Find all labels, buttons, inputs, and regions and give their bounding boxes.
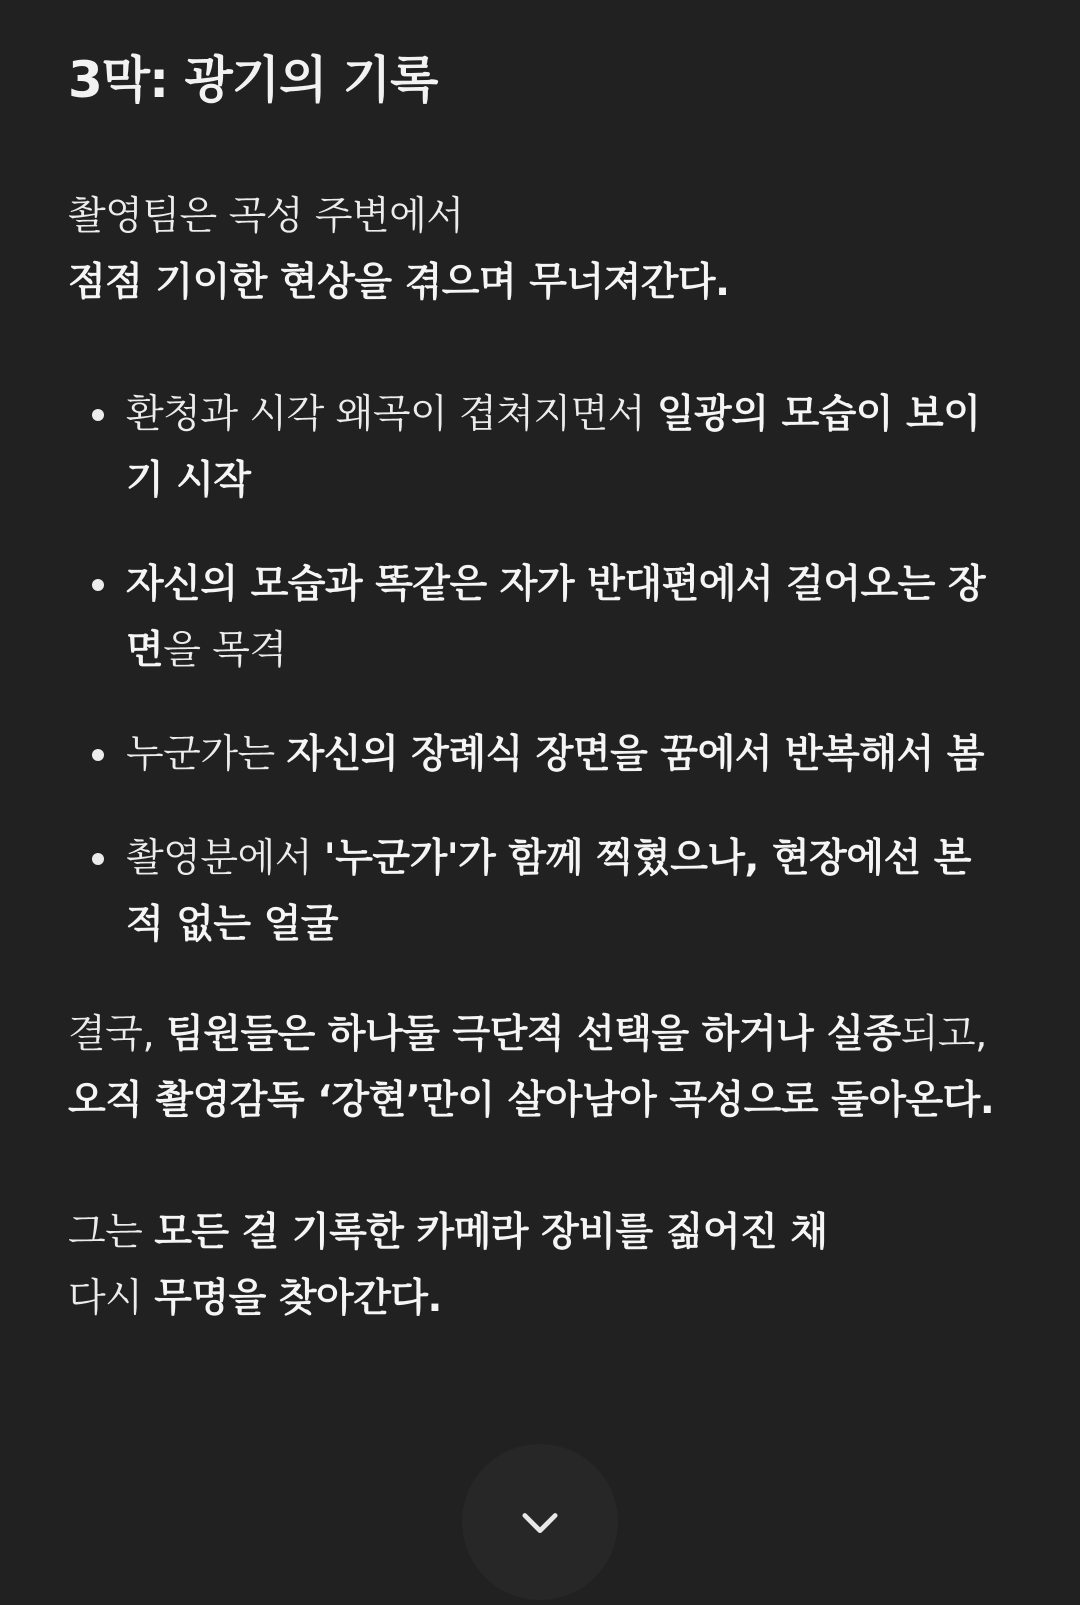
event-list <box>68 382 1008 958</box>
list-item-text: 을 목격 <box>163 628 287 673</box>
ending-text: 결국, <box>68 1012 167 1057</box>
list-item <box>68 722 1008 788</box>
intro-bold: 점점 기이한 현상을 겪으며 무너져간다. <box>68 260 730 305</box>
message-content <box>68 40 1008 1332</box>
list-item-bold: 자신의 장례식 장면을 꿈에서 반복해서 봄 <box>286 732 984 777</box>
chevron-down-icon <box>514 1496 566 1548</box>
ending-paragraph <box>68 1002 1008 1134</box>
list-item <box>68 552 1008 684</box>
list-item-bold: '누군가'가 함께 찍혔으나, 현장에선 본 적 없는 얼굴 <box>126 836 971 947</box>
final-paragraph <box>68 1200 1008 1332</box>
section-heading: 3막: 광기의 기록 <box>68 51 438 109</box>
intro-paragraph <box>68 184 1008 316</box>
list-item-text: 촬영분에서 <box>126 836 324 881</box>
final-bold: 무명을 찾아간다. <box>154 1276 442 1321</box>
final-text: 다시 <box>68 1276 155 1321</box>
list-item <box>68 382 1008 514</box>
list-item-text: 누군가는 <box>126 732 287 777</box>
ending-bold: 오직 촬영감독 ‘강현’만이 살아남아 곡성으로 돌아온다. <box>68 1078 995 1123</box>
list-item-text: 환청과 시각 왜곡이 겹쳐지면서 <box>126 392 657 437</box>
final-text: 그는 <box>68 1210 155 1255</box>
list-item-bold: 일광의 모습이 보이기 시작 <box>126 392 981 503</box>
list-item <box>68 826 1008 958</box>
scroll-down-button[interactable] <box>462 1444 618 1600</box>
intro-text: 촬영팀은 곡성 주변에서 <box>68 194 464 239</box>
ending-text: 되고, <box>900 1012 987 1057</box>
final-bold: 모든 걸 기록한 카메라 장비를 짊어진 채 <box>154 1210 828 1255</box>
ending-bold: 팀원들은 하나둘 극단적 선택을 하거나 실종 <box>166 1012 901 1057</box>
list-item-bold: 자신의 모습과 똑같은 자가 반대편에서 걸어오는 장면 <box>126 562 986 673</box>
